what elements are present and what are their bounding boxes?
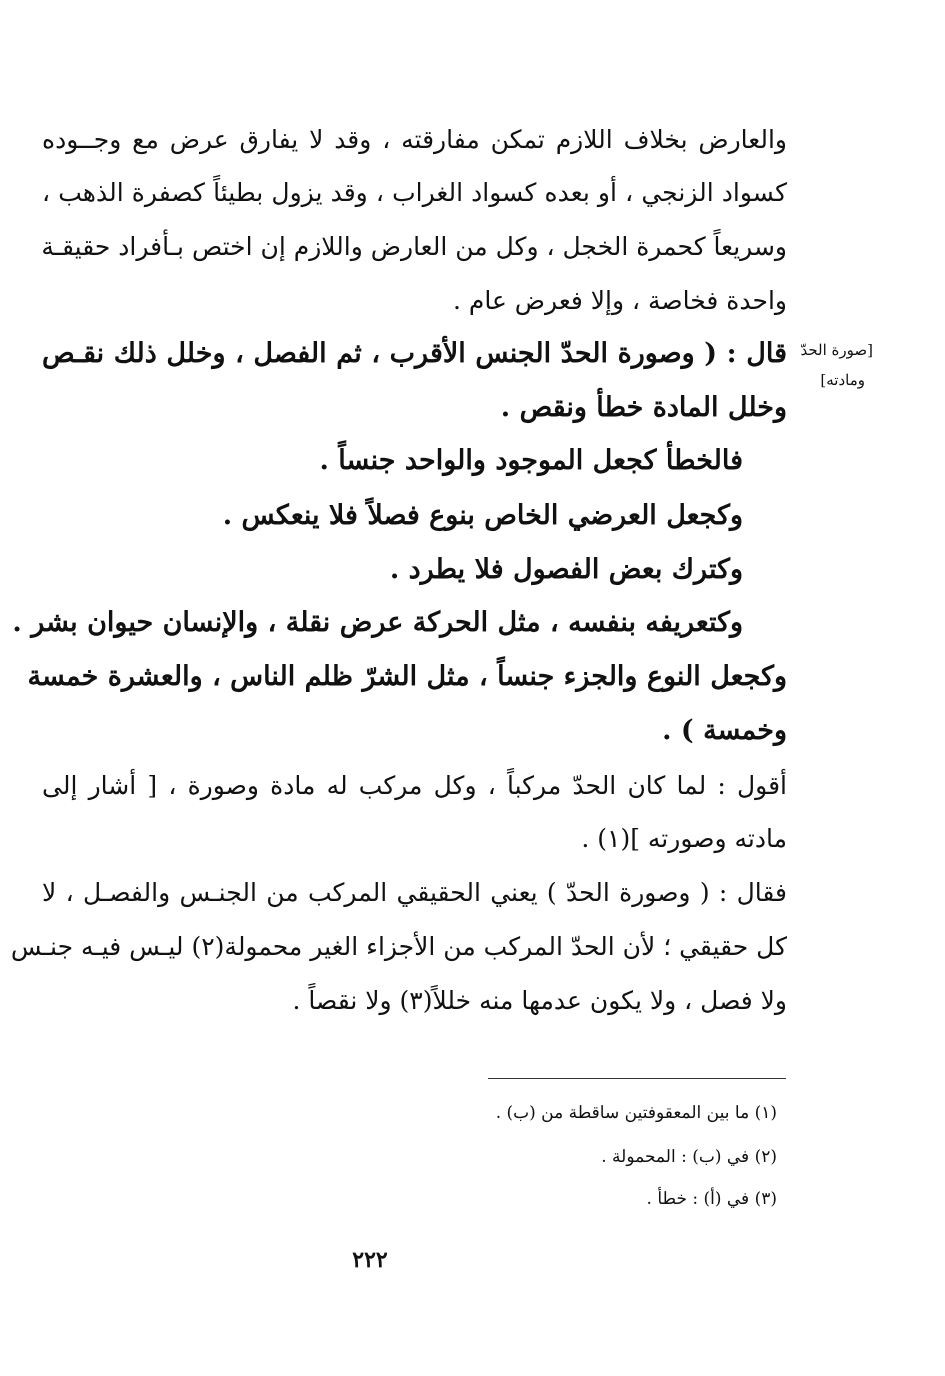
body-line: والعارض بخلاف اللازم تمكن مفارقته ، وقد لا يفارق عرض مع وجــوده bbox=[42, 125, 787, 154]
page-number: ٢٢٢ bbox=[352, 1247, 388, 1273]
sharh-line: فقال : ( وصورة الحدّ ) يعني الحقيقي المركب من الجنـس والفصـل ، لا bbox=[42, 878, 787, 907]
matn-line: وكجعل العرضي الخاص بنوع فصلاً فلا ينعكس . bbox=[222, 500, 743, 531]
margin-note bbox=[800, 335, 873, 395]
footnote: (١) ما بين المعقوفتين ساقطة من (ب) . bbox=[495, 1103, 777, 1123]
sharh-line: ولا فصل ، ولا يكون عدمها منه خللاً(٣) ولا نقصاً . bbox=[292, 986, 787, 1015]
sharh-line: مادته وصورته ](١) . bbox=[581, 824, 787, 853]
footnote-separator bbox=[488, 1078, 786, 1079]
footnote: (٣) في (أ) : خطأ . bbox=[646, 1189, 777, 1209]
margin-note-line: [صورة الحدّ bbox=[800, 341, 873, 359]
matn-line: وخمسة ) . bbox=[662, 715, 787, 746]
sharh-line: أقول : لما كان الحدّ مركباً ، وكل مركب له مادة وصورة ، [ أشار إلى bbox=[42, 771, 787, 800]
matn-line: وكتعريفه بنفسه ، مثل الحركة عرض نقلة ، والإنسان حيوان بشر . bbox=[12, 607, 743, 638]
margin-note-line: ومادته] bbox=[820, 371, 865, 389]
matn-line: وكترك بعض الفصول فلا يطرد . bbox=[389, 554, 743, 585]
matn-line: وكجعل النوع والجزء جنساً ، مثل الشرّ ظلم الناس ، والعشرة خمسة bbox=[27, 661, 787, 692]
body-line: وسريعاً كحمرة الخجل ، وكل من العارض واللازم إن اختص بـأفراد حقيقـة bbox=[41, 232, 787, 261]
matn-line: وخلل المادة خطأ ونقص . bbox=[500, 392, 787, 423]
matn-line: قال : ( وصورة الحدّ الجنس الأقرب ، ثم الفصل ، وخلل ذلك نقـص bbox=[42, 338, 787, 369]
matn-line: فالخطأ كجعل الموجود والواحد جنساً . bbox=[319, 445, 743, 476]
footnote: (٢) في (ب) : المحمولة . bbox=[601, 1147, 777, 1167]
sharh-line: كل حقيقي ؛ لأن الحدّ المركب من الأجزاء الغير محمولة(٢) ليـس فيـه جنـس bbox=[10, 932, 787, 961]
body-line: واحدة فخاصة ، وإلا فعرض عام . bbox=[452, 286, 787, 315]
body-line: كسواد الزنجي ، أو بعده كسواد الغراب ، وقد يزول بطيئاً كصفرة الذهب ، bbox=[42, 178, 787, 207]
